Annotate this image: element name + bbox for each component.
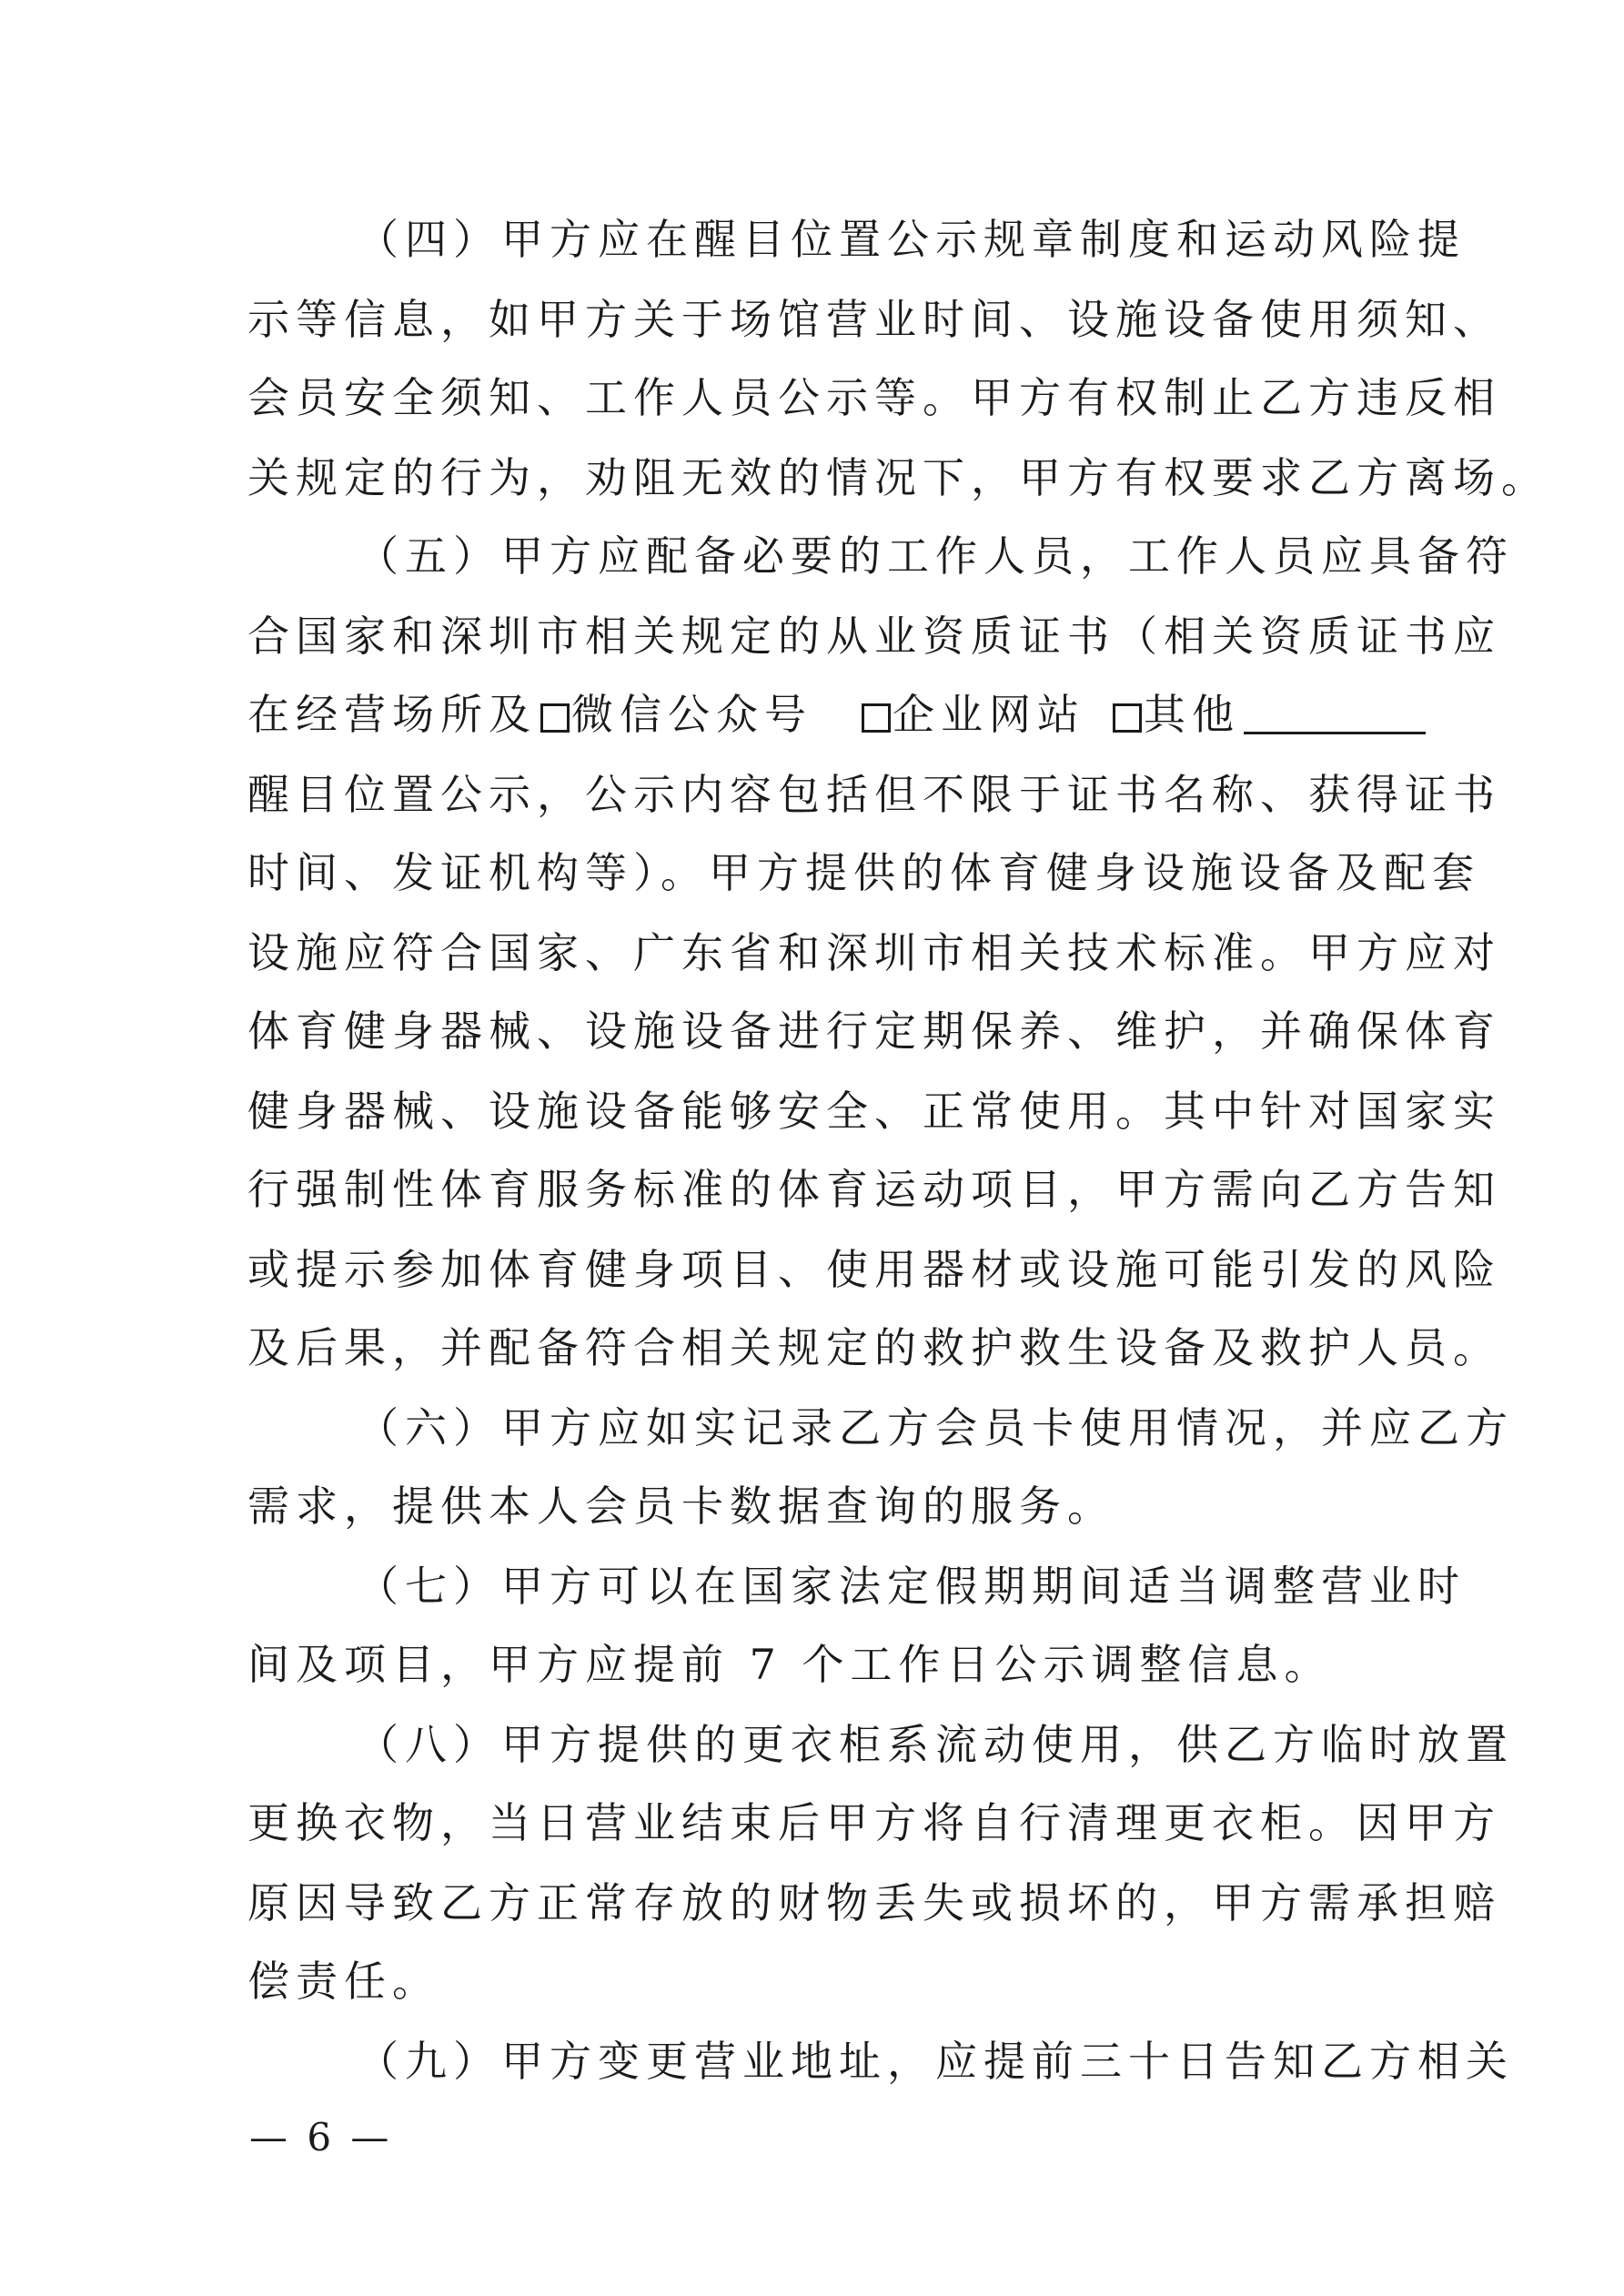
paragraph-5-line-2: 合国家和深圳市相关规定的从业资质证书（相关资质证书应 bbox=[247, 612, 1501, 661]
display-channel-line bbox=[247, 686, 1426, 743]
paragraph-4-line-4: 关规定的行为，劝阻无效的情况下，甲方有权要求乙方离场。 bbox=[247, 453, 1549, 502]
paragraph-6-line-1: （六）甲方应如实记录乙方会员卡使用情况，并应乙方 bbox=[357, 1403, 1514, 1452]
website-checkbox[interactable] bbox=[862, 703, 891, 733]
other-fill-in-blank[interactable] bbox=[1244, 695, 1426, 734]
paragraph-4-line-1: （四）甲方应在醒目位置公示规章制度和运动风险提 bbox=[357, 215, 1466, 264]
website-option-label: 企业网站 bbox=[893, 690, 1085, 739]
paragraph-7-line-2: 间及项目，甲方应提前 7 个工作日公示调整信息。 bbox=[247, 1640, 1333, 1689]
paragraph-5-line-5: 时间、发证机构等）。甲方提供的体育健身设施设备及配套 bbox=[247, 848, 1480, 897]
wechat-checkbox[interactable] bbox=[540, 703, 570, 733]
paragraph-9-line-1: （九）甲方变更营业地址，应提前三十日告知乙方相关 bbox=[357, 2037, 1514, 2086]
paragraph-5-line-1: （五）甲方应配备必要的工作人员，工作人员应具备符 bbox=[357, 531, 1514, 581]
paragraph-6-line-2: 需求，提供本人会员卡数据查询的服务。 bbox=[247, 1482, 1115, 1531]
paragraph-8-line-1: （八）甲方提供的更衣柜系流动使用，供乙方临时放置 bbox=[357, 1720, 1514, 1769]
paragraph-7-line-1: （七）甲方可以在国家法定假期期间适当调整营业时 bbox=[357, 1562, 1466, 1611]
paragraph-5-line-11: 及后果，并配备符合相关规定的救护救生设备及救护人员。 bbox=[247, 1323, 1501, 1372]
paragraph-4-line-3: 会员安全须知、工作人员公示等。甲方有权制止乙方违反相 bbox=[247, 373, 1501, 422]
wechat-option-label: 微信公众号 bbox=[571, 690, 812, 739]
display-channel-prefix: 在经营场所及 bbox=[247, 690, 537, 739]
paragraph-8-line-2: 更换衣物，当日营业结束后甲方将自行清理更衣柜。因甲方 bbox=[247, 1798, 1501, 1847]
paragraph-8-line-4: 偿责任。 bbox=[247, 1957, 440, 2006]
paragraph-5-line-6: 设施应符合国家、广东省和深圳市相关技术标准。甲方应对 bbox=[247, 928, 1501, 977]
paragraph-4-line-2: 示等信息，如甲方关于场馆营业时间、设施设备使用须知、 bbox=[247, 295, 1501, 344]
paragraph-5-line-7: 体育健身器械、设施设备进行定期保养、维护，并确保体育 bbox=[247, 1006, 1501, 1056]
paragraph-8-line-3: 原因导致乙方正常存放的财物丢失或损坏的，甲方需承担赔 bbox=[247, 1878, 1501, 1927]
paragraph-5-line-4: 醒目位置公示，公示内容包括但不限于证书名称、获得证书 bbox=[247, 770, 1501, 819]
paragraph-5-line-10: 或提示参加体育健身项目、使用器材或设施可能引发的风险 bbox=[247, 1245, 1501, 1294]
other-option-label: 其他 bbox=[1144, 690, 1240, 739]
paragraph-5-line-8: 健身器械、设施设备能够安全、正常使用。其中针对国家实 bbox=[247, 1087, 1501, 1136]
paragraph-5-line-9: 行强制性体育服务标准的体育运动项目，甲方需向乙方告知 bbox=[247, 1165, 1501, 1214]
page-number: — 6 — bbox=[249, 2115, 393, 2159]
other-checkbox[interactable] bbox=[1113, 703, 1142, 733]
